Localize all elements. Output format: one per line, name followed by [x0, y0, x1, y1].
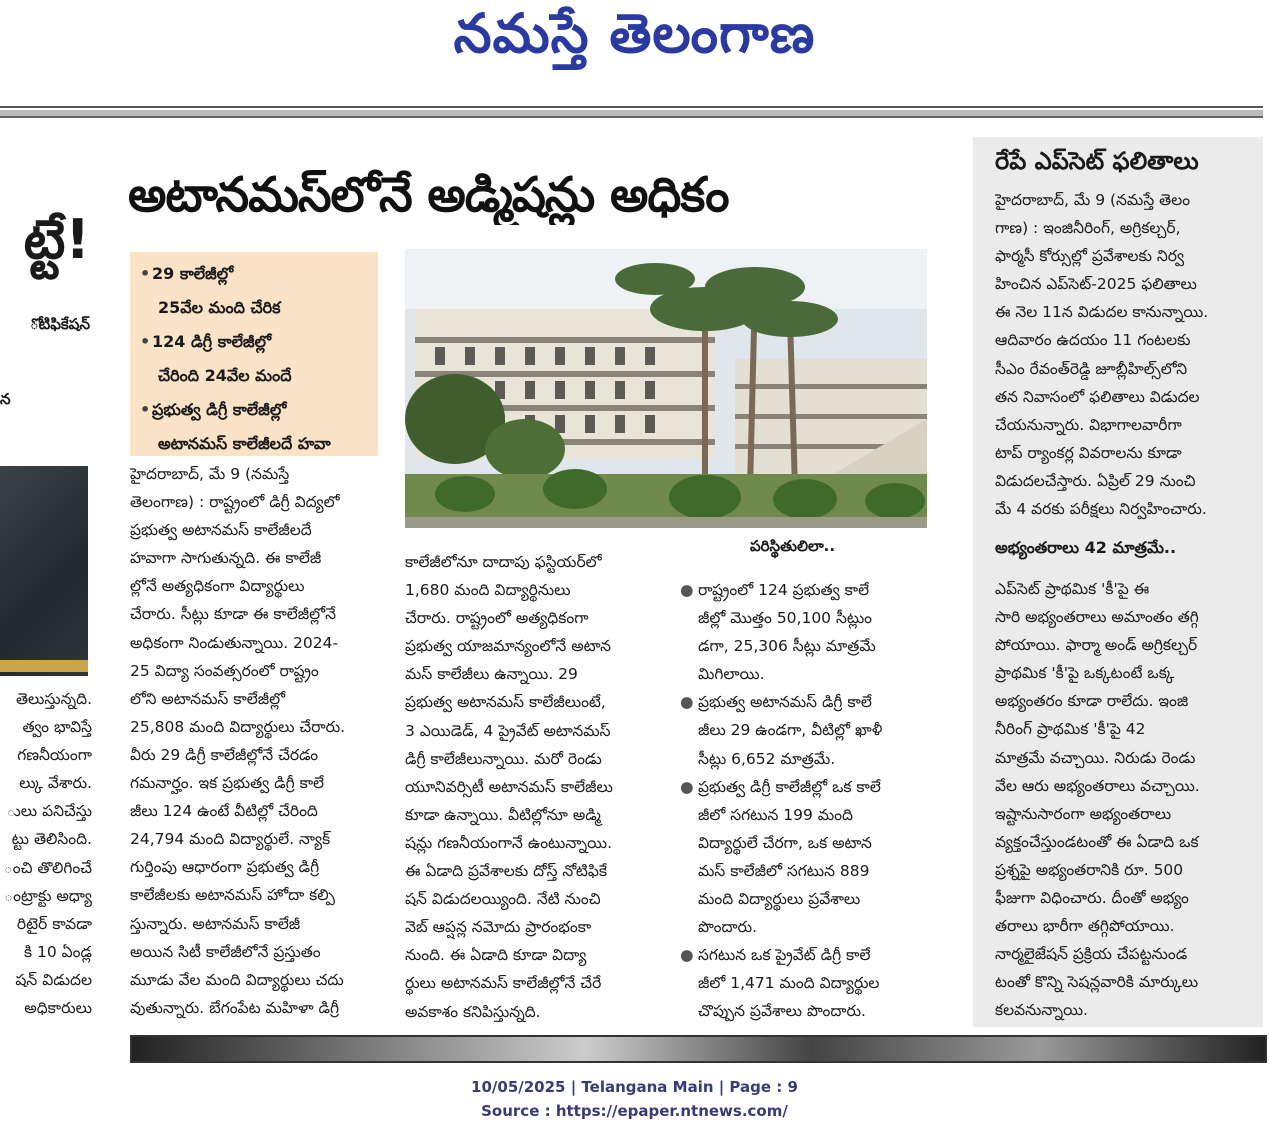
text-line: మూడు వేల మంది విద్యార్థులు చదు: [130, 970, 344, 989]
article-column-1: [130, 460, 378, 1022]
text-line: నార్మలైజేషన్ ప్రక్రియ చేపట్టనుండ: [995, 945, 1188, 964]
footer-source-link[interactable]: Source : https://epaper.ntnews.com/: [481, 1102, 788, 1120]
bullet-icon: ●: [680, 777, 694, 796]
text-line: ులు పనిచేస్తు: [6, 802, 92, 821]
text-line: ఫీజుగా విధించారు. దీంతో అభ్యం: [995, 889, 1189, 908]
text-line: ప్రభుత్వ అటానమస్ కాలేజీలదే: [130, 521, 312, 540]
text-line: ఈ ఏడాది ప్రవేశాలకు దోస్త్ నోటిఫికే: [405, 862, 607, 881]
bullet-icon: •: [140, 264, 151, 283]
text-line: వీరు 29 డిగ్రీ కాలేజీల్లోనే చేరడం: [130, 745, 319, 764]
text-line: చేరారు. సీట్లు కూడా ఈ కాలేజీల్లోనే: [130, 605, 336, 624]
text-line: పోయాయి. ఫార్మా అండ్ అగ్రికల్చర్: [995, 636, 1198, 655]
college-building-photo: [405, 249, 927, 528]
text-line: ప్రశ్నపై అభ్యంతరానికి రూ. 500: [995, 860, 1184, 879]
text-line: హైదరాబాద్, మే 9 (నమస్తే: [130, 465, 290, 483]
text-line: అధికంగా నిండుతున్నాయి. 2024-: [130, 633, 339, 652]
bullet-line: [680, 688, 930, 716]
text-line: ఇష్టానుసారంగా అభ్యంతరాలు: [995, 804, 1172, 823]
article-headline: అటానమస్‌లోనే అడ్మిషన్లు అధికం: [128, 167, 729, 223]
text-line: వెబ్ ఆప్షన్ల నమోదు ప్రారంభంకా: [405, 918, 592, 937]
highlight-item: [140, 257, 376, 325]
highlight-line: 25వేల మంది చేరిక: [158, 298, 281, 317]
bullet-line: పొందారు.: [698, 918, 758, 937]
left-headline-fragment: ట్టే!: [23, 208, 90, 271]
bullet-text: సగటున ఒక ప్రైవేట్ డిగ్రీ కాలే: [698, 946, 871, 965]
bullet-line: మస్ కాలేజీలో సగటున 889: [698, 861, 870, 880]
text-line: కి 10 ఏండ్ల: [23, 942, 92, 961]
text-line: మాత్రమే వచ్చాయి. నిరుడు రెండు: [995, 748, 1196, 767]
text-line: 25 విద్యా సంవత్సరంలో రాష్ట్రం: [130, 661, 319, 680]
bullet-icon: ●: [680, 693, 694, 712]
text-line: హవాగా సాగుతున్నది. ఈ కాలేజీ: [130, 549, 322, 568]
bullet-line: చొప్పున ప్రవేశాలు పొందారు.: [698, 1002, 866, 1021]
highlight-item: [140, 393, 376, 461]
text-line: వేల ఆరు అభ్యంతరాలు వచ్చాయి.: [995, 776, 1200, 795]
text-line: తెలంగాణ) : రాష్ట్రంలో డిగ్రీ విద్యలో: [130, 493, 340, 512]
text-line: గుర్తింపు ఆధారంగా ప్రభుత్వ డిగ్రీ: [130, 858, 320, 877]
next-article-photo-strip: [130, 1035, 1267, 1063]
highlight-item: [140, 325, 376, 393]
text-line: త్వం భావిస్తే: [22, 718, 92, 737]
bullet-line: విద్యార్థులే చేరగా, ఒక అటాన: [698, 833, 872, 852]
text-line: 24,794 మంది విద్యార్థులే. న్యాక్: [130, 830, 331, 849]
highlights-box: [130, 252, 378, 456]
text-line: ఎప్‌సెట్ ప్రాథమిక 'కీ'పై ఈ: [995, 580, 1150, 598]
text-line: విడుదలచేస్తారు. ఏప్రిల్ 29 నుంచి: [995, 471, 1196, 490]
text-line: టాప్ ర్యాంకర్ల వివరాలను కూడా: [995, 443, 1182, 462]
bullet-line: మిగిలాయి.: [698, 665, 765, 684]
text-line: ట్టు తెలిసింది.: [11, 830, 92, 849]
text-line: షన్ విడుదలయ్యింది. నేటి నుంచి: [405, 890, 601, 909]
text-line: డిగ్రీ కాలేజీలున్నాయి. మరో రెండు: [405, 749, 602, 768]
bullet-line: జీలో 1,471 మంది విద్యార్థుల: [698, 974, 880, 993]
highlight-line: ప్రభుత్వ డిగ్రీ కాలేజీల్లో: [152, 400, 287, 419]
sidebar-subheading: అభ్యంతరాలు 42 మాత్రమే..: [995, 538, 1177, 557]
photo-caption: పరిస్థితులిలా..: [750, 537, 836, 555]
text-line: తెలుస్తున్నది.: [15, 690, 92, 708]
masthead: [0, 0, 1269, 100]
text-line: హైదరాబాద్, మే 9 (నమస్తే తెలం: [995, 191, 1191, 209]
text-line: అవకాశం కనిపిస్తున్నది.: [405, 1002, 541, 1021]
text-line: ంచి తొలిగించే: [3, 858, 92, 877]
college-building-illustration: [405, 249, 927, 528]
text-line: మస్ కాలేజీలు ఉన్నాయి. 29: [405, 665, 578, 684]
text-line: నుంది. ఈ ఏడాది కూడా విద్యా: [405, 946, 587, 965]
bullet-line: [680, 941, 930, 969]
text-line: లోని అటానమస్ కాలేజీల్లో: [130, 689, 286, 708]
text-line: కూడా ఉన్నాయి. వీటిల్లోనూ అడ్మి: [405, 805, 601, 824]
masthead-rule: [0, 106, 1263, 118]
bullet-line: సీట్లు 6,652 మాత్రమే.: [698, 749, 836, 768]
text-line: ఈ నెల 11న విడుదల కానున్నాయి.: [995, 303, 1209, 322]
blackboard-photo: [0, 466, 88, 676]
bullet-icon: •: [140, 400, 151, 419]
text-line: కాలేజీలకు అటానమస్ హోదా కల్పి: [130, 886, 335, 905]
highlight-line: 124 డిగ్రీ కాలేజీల్లో: [152, 332, 272, 351]
text-line: ప్రాథమిక 'కీ'పై ఒక్కటంటే ఒక్క: [995, 664, 1175, 683]
text-line: ప్రభుత్వ అటానమస్ కాలేజీలుంటే,: [405, 693, 606, 712]
text-line: హించిన ఎప్‌సెట్-2025 ఫలితాలు: [995, 275, 1197, 294]
text-line: 1,680 మంది విద్యార్థినులు: [405, 581, 571, 600]
text-line: నీరింగ్ ప్రాథమిక 'కీ'పై 42: [995, 720, 1146, 739]
text-line: కాలేజీలోనూ దాదాపు ఫస్టియర్‌లో: [405, 553, 602, 571]
text-line: గాణ) : ఇంజినీరింగ్, అగ్రికల్చర్,: [995, 219, 1181, 238]
text-line: తన నివాసంలో ఫలితాలు విడుదల: [995, 387, 1200, 406]
bullet-line: జీలు 29 ఉండగా, వీటిల్లో ఖాళీ: [698, 721, 883, 740]
text-line: ంట్రాక్టు అధ్యా: [4, 886, 92, 905]
text-line: ల్లోనే అత్యధికంగా విద్యార్థులు: [130, 577, 305, 596]
bullet-line: డగా, 25,306 సీట్లు మాత్రమే: [698, 637, 876, 656]
text-line: గణనీయంగా: [17, 746, 92, 765]
blackboard-ledge: [0, 660, 88, 672]
bullet-line: [680, 773, 930, 801]
text-line: వ్యక్తంచేస్తుండటంతో ఈ ఏడాది ఒక: [995, 832, 1199, 851]
article-column-3-bullets: [680, 576, 930, 1026]
text-line: ల్కు వేశారు.: [19, 774, 92, 793]
text-line: అధికారులు: [24, 999, 92, 1018]
text-line: జీలు 124 ఉంటే వీటిల్లో చేరింది: [130, 802, 318, 821]
bullet-text: ప్రభుత్వ డిగ్రీ కాలేజీల్లో ఒక కాలే: [698, 777, 881, 796]
bullet-text: ప్రభుత్వ అటానమస్ డిగ్రీ కాలే: [698, 693, 872, 712]
sidebar-paragraph-1: [995, 186, 1245, 523]
text-line: యూనివర్సిటీ అటానమస్ కాలేజీలు: [405, 777, 613, 796]
sidebar-paragraph-2: [995, 575, 1245, 1025]
text-line: ఫార్మసీ కోర్సుల్లో ప్రవేశాలకు నిర్వ: [995, 247, 1185, 266]
text-line: గమనార్హం. ఇక ప్రభుత్వ డిగ్రీ కాలే: [130, 774, 325, 793]
left-column-text: [0, 685, 92, 1022]
bullet-icon: ●: [680, 581, 694, 599]
highlight-line: చేరింది 24వేల మందే: [158, 366, 292, 385]
text-line: షన్ విడుదల: [15, 970, 92, 989]
text-line: సారి అభ్యంతరాలు అమాంతం తగ్గి: [995, 608, 1199, 627]
text-line: షన్లు గణనీయంగానే ఉంటున్నాయి.: [405, 833, 613, 852]
bullet-text: రాష్ట్రంలో 124 ప్రభుత్వ కాలే: [698, 581, 870, 599]
text-line: కలవనున్నాయి.: [995, 1001, 1088, 1020]
left-subhead-fragment-2: న: [0, 390, 11, 408]
text-line: సీఎం రేవంత్‌రెడ్డి జూబ్లీహిల్స్‌లోని: [995, 359, 1188, 378]
text-line: ఆదివారం ఉదయం 11 గంటలకు: [995, 331, 1191, 350]
text-line: వుతున్నారు. బేగంపేట మహిళా డిగ్రీ: [130, 998, 339, 1017]
text-line: అయిన సిటీ కాలేజీలోనే ప్రస్తుతం: [130, 942, 321, 961]
left-subhead-fragment: ోటిఫికేషన్: [30, 315, 90, 333]
text-line: మే 4 వరకు పరీక్షలు నిర్వహించారు.: [995, 500, 1207, 519]
highlight-line: అటానమస్ కాలేజీలదే హవా: [158, 434, 331, 453]
highlight-line: 29 కాలేజీల్లో: [152, 264, 234, 283]
text-line: టంతో కొన్ని సెషన్లవారికి మార్కులు: [995, 973, 1199, 992]
bullet-icon: •: [140, 332, 151, 351]
bullet-icon: ●: [680, 946, 694, 965]
text-line: 3 ఎయిడెడ్, 4 ప్రైవేట్ అటానమస్: [405, 721, 611, 740]
text-line: తరాలు భారీగా తగ్గిపోయాయి.: [995, 917, 1175, 936]
footer-edition: 10/05/2025 | Telangana Main | Page : 9: [471, 1078, 798, 1096]
newspaper-logo: నమస్తే తెలంగాణ: [453, 2, 816, 65]
text-line: ప్రభుత్వ యాజమాన్యంలోనే అటాన: [405, 637, 611, 656]
bullet-line: మంది విద్యార్థులు ప్రవేశాలు: [698, 890, 861, 909]
bullet-line: [680, 576, 930, 604]
text-line: స్తున్నారు. అటానమస్ కాలేజీ: [130, 914, 301, 933]
text-line: 25,808 మంది విద్యార్థులు చేరారు.: [130, 717, 346, 736]
bullet-line: జీలో సగటున 199 మంది: [698, 805, 853, 824]
text-line: చేయనున్నారు. విభాగాలవారీగా: [995, 415, 1182, 434]
sidebar-title: రేపే ఎప్‌సెట్ ఫలితాలు: [995, 147, 1199, 175]
text-line: రిటైర్ కావడా: [16, 914, 92, 933]
article-column-2: [405, 548, 657, 1026]
text-line: చేరారు. రాష్ట్రంలో అత్యధికంగా: [405, 609, 589, 628]
text-line: ర్థులు అటానమస్ కాలేజీల్లోనే చేరే: [405, 974, 602, 993]
bullet-line: జీల్లో మొత్తం 50,100 సీట్లుం: [698, 609, 873, 628]
text-line: అభ్యంతరం కూడా రాలేదు. ఇంజి: [995, 692, 1189, 711]
